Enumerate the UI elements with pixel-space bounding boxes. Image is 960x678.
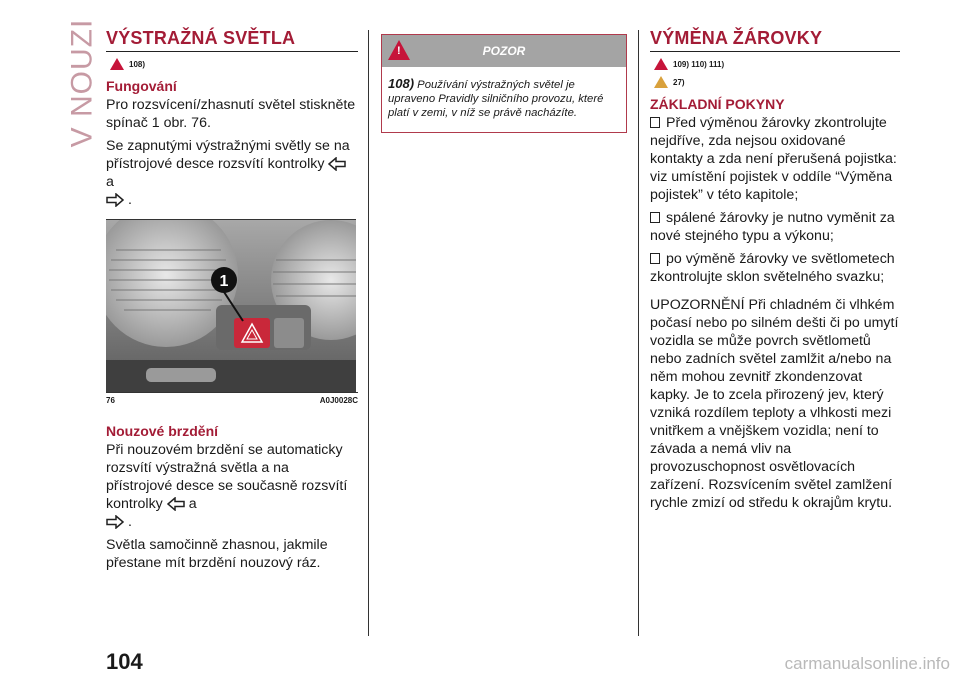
paragraph: Pro rozsvícení/zhasnutí světel stiskněte spínač 1 obr. 76. [106, 97, 356, 131]
column-divider [368, 30, 369, 636]
subsection-title: Fungování [106, 78, 177, 94]
warning-reference: 108) [110, 58, 358, 70]
section-title: VÝSTRAŽNÁ SVĚTLA [106, 28, 358, 52]
middle-column [381, 16, 627, 133]
warning-number: 108) [388, 76, 415, 91]
watermark: carmanualsonline.info [784, 654, 950, 673]
paragraph: Světla samočinně zhasnou, jakmile přestane mít brzdění nouzový ráz. [106, 537, 328, 571]
column-divider [638, 30, 639, 636]
figure-number: 76 [106, 396, 115, 405]
subsection-title: ZÁKLADNÍ POKYNY [650, 96, 785, 112]
bullet-item: spálené žárovky je nutno vyměnit za nové stejného typu a výkonu; [650, 210, 895, 244]
warning-box [381, 34, 627, 133]
warning-text: 108) Používání výstražných světel je upraveno Pravidly silničního provozu, které platí v zemi, v níž se právě nacházíte. [388, 76, 604, 119]
note-reference: 27) [654, 76, 900, 88]
turn-signal-right-icon [106, 193, 124, 207]
callout-number: 1 [219, 273, 229, 290]
paragraph: Při nouzovém brzdění se automaticky rozsvítí výstražná světla a na přístrojové desce se současně rozsvítí kontrolky a . [106, 442, 348, 530]
warning-triangle-icon: ! [388, 40, 410, 60]
figure-code: A0J0028C [319, 396, 358, 405]
turn-signal-left-icon [167, 497, 185, 511]
hazard-switch-photo [106, 219, 356, 392]
right-column [650, 28, 900, 517]
section-side-tab: V NOUZI [65, 18, 99, 148]
warning-triangle-icon [654, 58, 668, 70]
checkbox-bullet-icon [650, 117, 660, 128]
checkbox-bullet-icon [650, 212, 660, 223]
warning-label: POZOR [482, 44, 526, 58]
checkbox-bullet-icon [650, 253, 660, 264]
bullet-item: po výměně žárovky ve světlometech zkontrolujte sklon světelného svazku; [650, 251, 895, 285]
note-triangle-icon [654, 76, 668, 88]
warning-header [382, 35, 626, 67]
turn-signal-right-icon [106, 515, 124, 529]
paragraph: Se zapnutými výstražnými světly se na přístrojové desce rozsvítí kontrolky a . [106, 138, 350, 208]
subsection-title: Nouzové brzdění [106, 423, 219, 439]
page-number: 104 [106, 649, 143, 674]
left-column [106, 28, 358, 577]
warning-reference: 109) 110) 111) [654, 58, 900, 70]
figure-caption [106, 392, 358, 405]
paragraph: UPOZORNĚNÍ Při chladném či vlhkém počasí nebo po silném dešti či po umytí vozidla se může povrch světlometů nebo zadních světel zamlžit a/nebo na něm mohou zevnitř zkondenzovat kapky. Je to zcela přirozený jev, který vzniká rozdílem teploty a vlhkosti mezi vnitřkem a vnějškem vozidla; není to závada a nemá vliv na provozuschopnost osvětlovacích zařízení. Rozsvícením světel zamlžení rychle zmizí od středu k okrajům krytu. [650, 297, 899, 511]
dashboard-image [106, 220, 356, 392]
bullet-item: Před výměnou žárovky zkontrolujte nejdříve, zda nejsou oxidované kontakty a zda není přerušená pojistka: viz umístění pojistek v oddíle “Výměna pojistek” v této kapitole; [650, 115, 897, 203]
turn-signal-left-icon [328, 157, 346, 171]
warning-triangle-icon [110, 58, 124, 70]
section-title: VÝMĚNA ŽÁROVKY [650, 28, 900, 52]
